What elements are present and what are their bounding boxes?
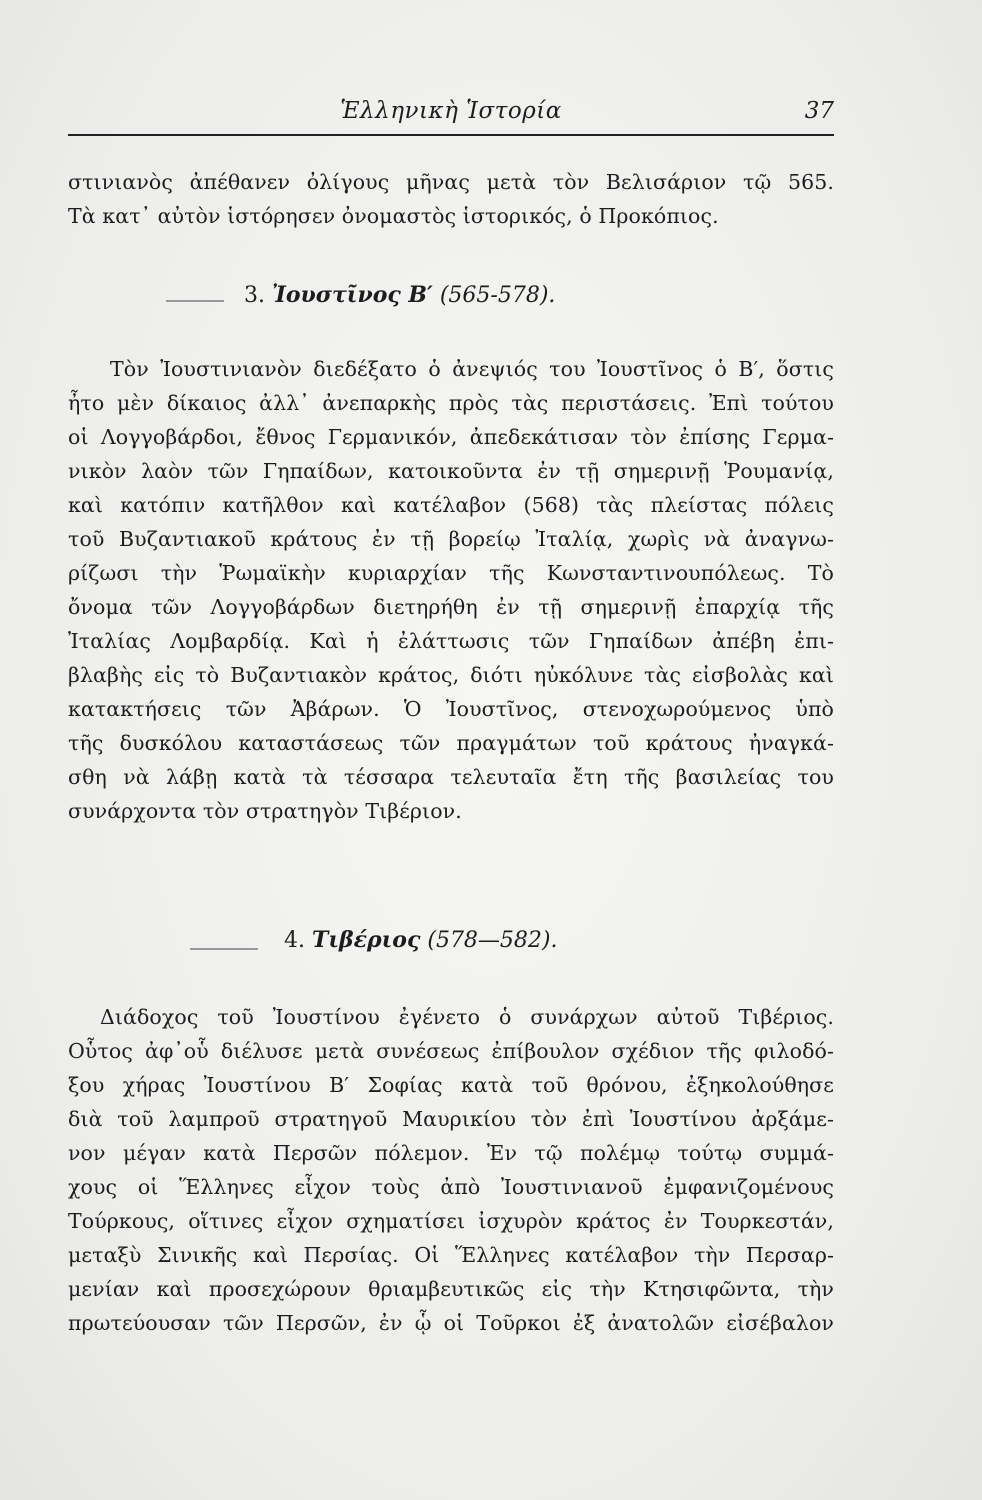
- text-line: Τὰ κατ᾽ αὐτὸν ἱστόρησεν ὀνομαστὸς ἱστορικός, ὁ Προκόπιος.: [68, 204, 719, 228]
- text-line: μεταξὺ Σινικῆς καὶ Περσίας. Οἱ Ἕλληνες κατέλαβον τὴν Περσαρ-: [68, 1243, 834, 1267]
- text-line: βλαβὴς εἰς τὸ Βυζαντιακὸν κράτος, διότι ηὐκόλυνε τὰς εἰσβολὰς καὶ: [68, 663, 834, 687]
- section-number: 4.: [284, 928, 305, 953]
- text-line: ρίζωσι τὴν Ῥωμαϊκὴν κυριαρχίαν τῆς Κωνσταντινουπόλεως. Τὸ: [68, 561, 834, 585]
- section-4-paragraph: [68, 1000, 834, 1340]
- text-line: σθη νὰ λάβῃ κατὰ τὰ τέσσαρα τελευταῖα ἔτη τῆς βασιλείας του: [68, 765, 834, 789]
- text-line: πρωτεύουσαν τῶν Περσῶν, ἐν ᾧ οἱ Τοῦρκοι ἐξ ἀνατολῶν εἰσέβαλον: [68, 1311, 834, 1335]
- text-line: Τούρκους, οἵτινες εἶχον σχηματίσει ἰσχυρὸν κράτος ἐν Τουρκεστάν,: [68, 1209, 834, 1233]
- text-line: κατακτήσεις τῶν Ἀβάρων. Ὁ Ἰουστῖνος, στενοχωρούμενος ὑπὸ: [68, 697, 834, 721]
- page-number: 37: [804, 98, 834, 124]
- text-line: ἦτο μὲν δίκαιος ἀλλ᾽ ἀνεπαρκὴς πρὸς τὰς περιστάσεις. Ἐπὶ τούτου: [68, 391, 834, 415]
- section-title: Τιβέριος: [312, 927, 421, 953]
- text-line: μενίαν καὶ προσεχώρουν θριαμβευτικῶς εἰς τὴν Κτησιφῶντα, τὴν: [68, 1277, 834, 1301]
- text-line: Οὗτος ἀφ᾽οὗ διέλυσε μετὰ συνέσεως ἐπίβουλον σχέδιον τῆς φιλοδό-: [68, 1039, 834, 1063]
- heading-rule: [190, 948, 258, 950]
- text-line: τοῦ Βυζαντιακοῦ κράτους ἐν τῇ βορείῳ Ἰταλίᾳ, χωρὶς νὰ ἀναγνω-: [68, 527, 834, 551]
- text-line: Τὸν Ἰουστινιανὸν διεδέξατο ὁ ἀνεψιός του Ἰουστῖνος ὁ Β′, ὅστις: [110, 357, 834, 381]
- section-years: (565-578).: [439, 283, 556, 308]
- section-heading-3: [244, 275, 555, 315]
- text-line: ξου χήρας Ἰουστίνου Β′ Σοφίας κατὰ τοῦ θρόνου, ἐξηκολούθησε: [68, 1073, 834, 1097]
- heading-rule: [166, 300, 224, 302]
- text-line: Ἰταλίας Λομβαρδίᾳ. Καὶ ἡ ἐλάττωσις τῶν Γηπαίδων ἀπέβη ἐπι-: [68, 629, 834, 653]
- section-years: (578—582).: [427, 928, 558, 953]
- text-line: ὄνομα τῶν Λογγοβάρδων διετηρήθη ἐν τῇ σημερινῇ ἐπαρχίᾳ τῆς: [68, 595, 834, 619]
- text-line: χους οἱ Ἕλληνες εἶχον τοὺς ἀπὸ Ἰουστινιανοῦ ἐμφανιζομένους: [68, 1175, 834, 1199]
- page-header: [68, 96, 834, 136]
- text-line: τῆς δυσκόλου καταστάσεως τῶν πραγμάτων τοῦ κράτους ἠναγκά-: [68, 731, 834, 755]
- section-title: Ἰουστῖνος Β′: [272, 282, 433, 308]
- text-line: διὰ τοῦ λαμπροῦ στρατηγοῦ Μαυρικίου τὸν ἐπὶ Ἰουστίνου ἀρξάμε-: [68, 1107, 834, 1131]
- text-line: συνάρχοντα τὸν στρατηγὸν Τιβέριον.: [68, 799, 462, 823]
- section-3-paragraph: [68, 352, 834, 828]
- text-line: Διάδοχος τοῦ Ἰουστίνου ἐγένετο ὁ συνάρχων αὐτοῦ Τιβέριος.: [100, 1005, 834, 1029]
- running-title: Ἑλληνικὴ Ἱστορία: [340, 98, 562, 124]
- section-heading-4: [284, 920, 558, 960]
- text-line: οἱ Λογγοβάρδοι, ἔθνος Γερμανικόν, ἀπεδεκάτισαν τὸν ἐπίσης Γερμα-: [68, 425, 834, 449]
- text-line: νον μέγαν κατὰ Περσῶν πόλεμον. Ἐν τῷ πολέμῳ τούτῳ συμμά-: [68, 1141, 834, 1165]
- section-number: 3.: [244, 283, 265, 308]
- text-line: νικὸν λαὸν τῶν Γηπαίδων, κατοικοῦντα ἐν τῇ σημερινῇ Ῥουμανίᾳ,: [68, 459, 834, 483]
- intro-paragraph: [68, 165, 834, 233]
- text-line: καὶ κατόπιν κατῆλθον καὶ κατέλαβον (568) τὰς πλείστας πόλεις: [68, 493, 834, 517]
- text-line: στινιανὸς ἀπέθανεν ὀλίγους μῆνας μετὰ τὸν Βελισάριον τῷ 565.: [68, 170, 834, 194]
